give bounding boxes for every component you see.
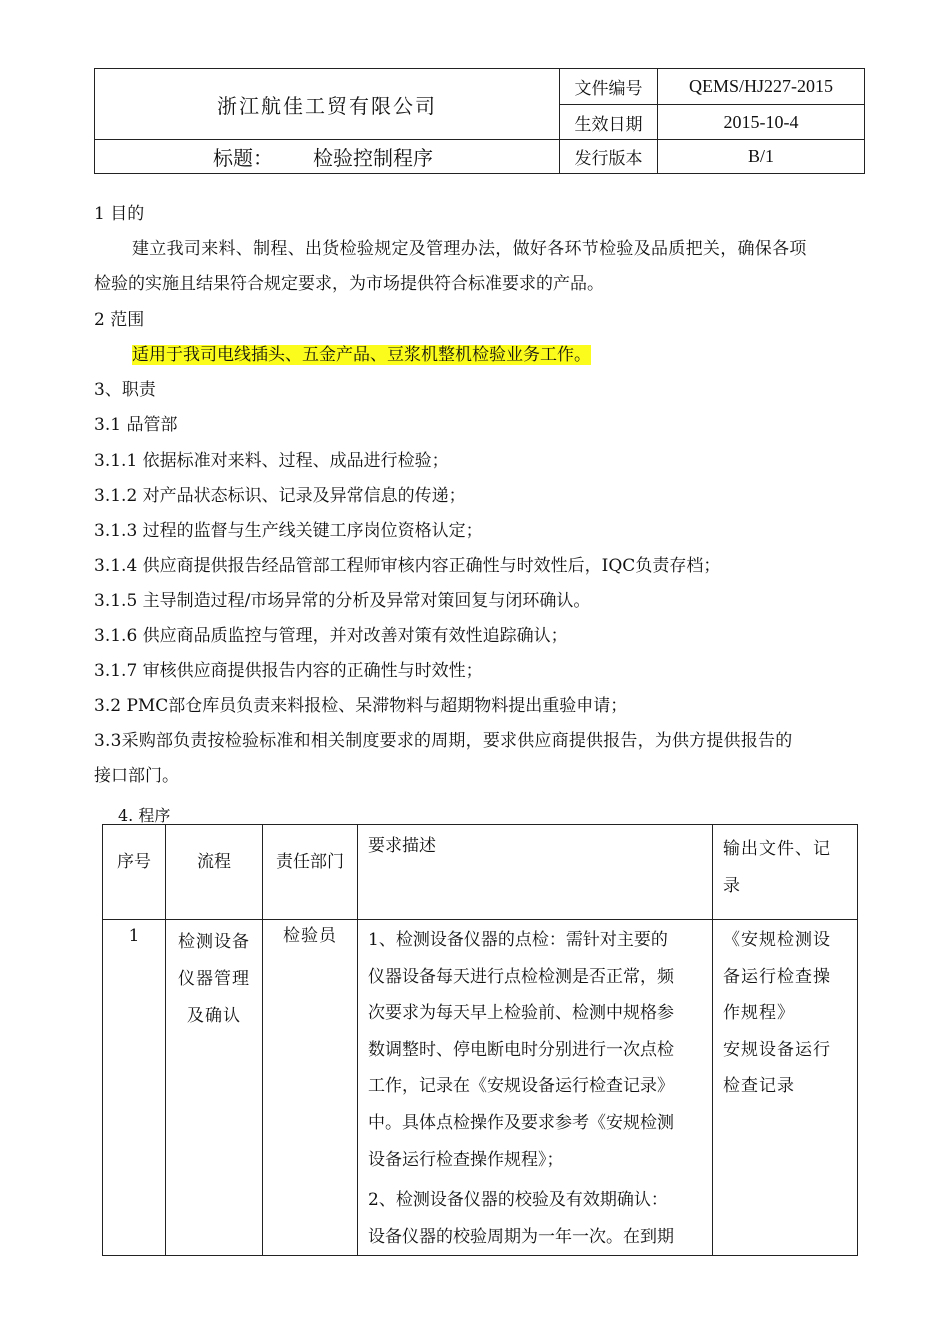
section-3-1-2: 3.1.2 对产品状态标识、记录及异常信息的传递； bbox=[94, 486, 466, 506]
version-value: B/1 bbox=[658, 140, 865, 174]
effective-date-label: 生效日期 bbox=[560, 105, 658, 140]
req-p1-line-6: 中。具体点检操作及要求参考《安规检测 bbox=[368, 1112, 674, 1133]
header-output-line-2: 录 bbox=[723, 876, 741, 896]
section-3-2: 3.2 PMC部仓库员负责来料报检、呆滞物料与超期物料提出重验申请； bbox=[94, 696, 628, 716]
section-3-3-line-1: 3.3采购部负责按检验标准和相关制度要求的周期，要求供应商提供报告，为供方提供报告的 bbox=[94, 731, 793, 751]
section-3-1: 3.1 品管部 bbox=[94, 415, 178, 435]
out-line-2: 备运行检查操 bbox=[723, 966, 831, 987]
header-output bbox=[713, 825, 858, 920]
procedure-header-row bbox=[103, 825, 858, 920]
section-4-heading: 4. 程序 bbox=[118, 806, 171, 825]
effective-date-value: 2015-10-4 bbox=[658, 105, 865, 140]
row-1-flow-line-1: 检测设备 bbox=[178, 932, 250, 952]
req-p1-line-5: 工作，记录在《安规设备运行检查记录》 bbox=[368, 1076, 674, 1097]
section-3-1-7: 3.1.7 审核供应商提供报告内容的正确性与时效性； bbox=[94, 661, 483, 681]
scope-highlight: 适用于我司电线插头、五金产品、豆浆机整机检验业务工作。 bbox=[132, 345, 591, 365]
row-1-dept: 检验员 bbox=[263, 920, 358, 1256]
procedure-table bbox=[102, 824, 858, 1256]
section-3-1-6: 3.1.6 供应商品质监控与管理，并对改善对策有效性追踪确认； bbox=[94, 626, 568, 646]
section-1-text-line-1: 建立我司来料、制程、出货检验规定及管理办法，做好各环节检验及品质把关，确保各项 bbox=[132, 239, 807, 259]
req-p1-line-4: 数调整时、停电断电时分别进行一次点检 bbox=[368, 1039, 674, 1060]
section-3-3-line-2: 接口部门。 bbox=[94, 766, 179, 786]
out-line-1: 《安规检测设 bbox=[723, 930, 831, 950]
row-1-flow-line-3: 及确认 bbox=[187, 1006, 241, 1026]
section-2-heading: 2 范围 bbox=[94, 310, 145, 330]
section-3-1-3: 3.1.3 过程的监督与生产线关键工序岗位资格认定； bbox=[94, 521, 483, 541]
header-requirement: 要求描述 bbox=[358, 825, 713, 920]
doc-no-value: QEMS/HJ227-2015 bbox=[658, 69, 865, 105]
header-no: 序号 bbox=[103, 825, 166, 920]
section-1-heading: 1 目的 bbox=[94, 204, 145, 224]
req-p1-line-3: 次要求为每天早上检验前、检测中规格参 bbox=[368, 1003, 674, 1024]
req-p1-line-7: 设备运行检查操作规程》； bbox=[368, 1149, 564, 1170]
section-3-1-5: 3.1.5 主导制造过程/市场异常的分析及异常对策回复与闭环确认。 bbox=[94, 591, 591, 611]
section-3-1-4: 3.1.4 供应商提供报告经品管部工程师审核内容正确性与时效性后，IQC负责存档； bbox=[94, 556, 721, 576]
req-p1-line-2: 仪器设备每天进行点检检测是否正常，频 bbox=[368, 966, 674, 987]
header-flow: 流程 bbox=[166, 825, 263, 920]
title-value: 检验控制程序 bbox=[313, 146, 433, 170]
out-line-3: 作规程》 bbox=[723, 1003, 795, 1024]
header-output-line-1: 输出文件、记 bbox=[723, 839, 831, 859]
out-line-5: 检查记录 bbox=[723, 1076, 795, 1097]
row-1-requirement bbox=[358, 920, 713, 1256]
row-1-flow-line-2: 仪器管理 bbox=[178, 969, 250, 989]
req-p2-line-1: 2、检测设备仪器的校验及有效期确认： bbox=[368, 1190, 668, 1211]
section-2-text bbox=[132, 343, 591, 367]
row-1-flow bbox=[166, 920, 263, 1256]
header-dept: 责任部门 bbox=[263, 825, 358, 920]
row-1-no: 1 bbox=[103, 920, 166, 1256]
document-body bbox=[94, 0, 866, 800]
doc-no-label: 文件编号 bbox=[560, 69, 658, 105]
req-p1-line-1: 1、检测设备仪器的点检：需针对主要的 bbox=[368, 930, 668, 950]
section-3-1-1: 3.1.1 依据标准对来料、过程、成品进行检验； bbox=[94, 451, 449, 471]
table-row bbox=[103, 920, 858, 1256]
out-line-4: 安规设备运行 bbox=[723, 1039, 831, 1060]
section-3-heading: 3、职责 bbox=[94, 380, 156, 400]
title-label: 标题： bbox=[213, 146, 273, 170]
req-p2-line-2: 设备仪器的校验周期为一年一次。在到期 bbox=[368, 1226, 674, 1247]
version-label: 发行版本 bbox=[560, 140, 658, 174]
company-name: 浙江航佳工贸有限公司 bbox=[95, 69, 560, 140]
row-1-output bbox=[713, 920, 858, 1256]
section-1-text-line-2: 检验的实施且结果符合规定要求，为市场提供符合标准要求的产品。 bbox=[94, 274, 604, 294]
